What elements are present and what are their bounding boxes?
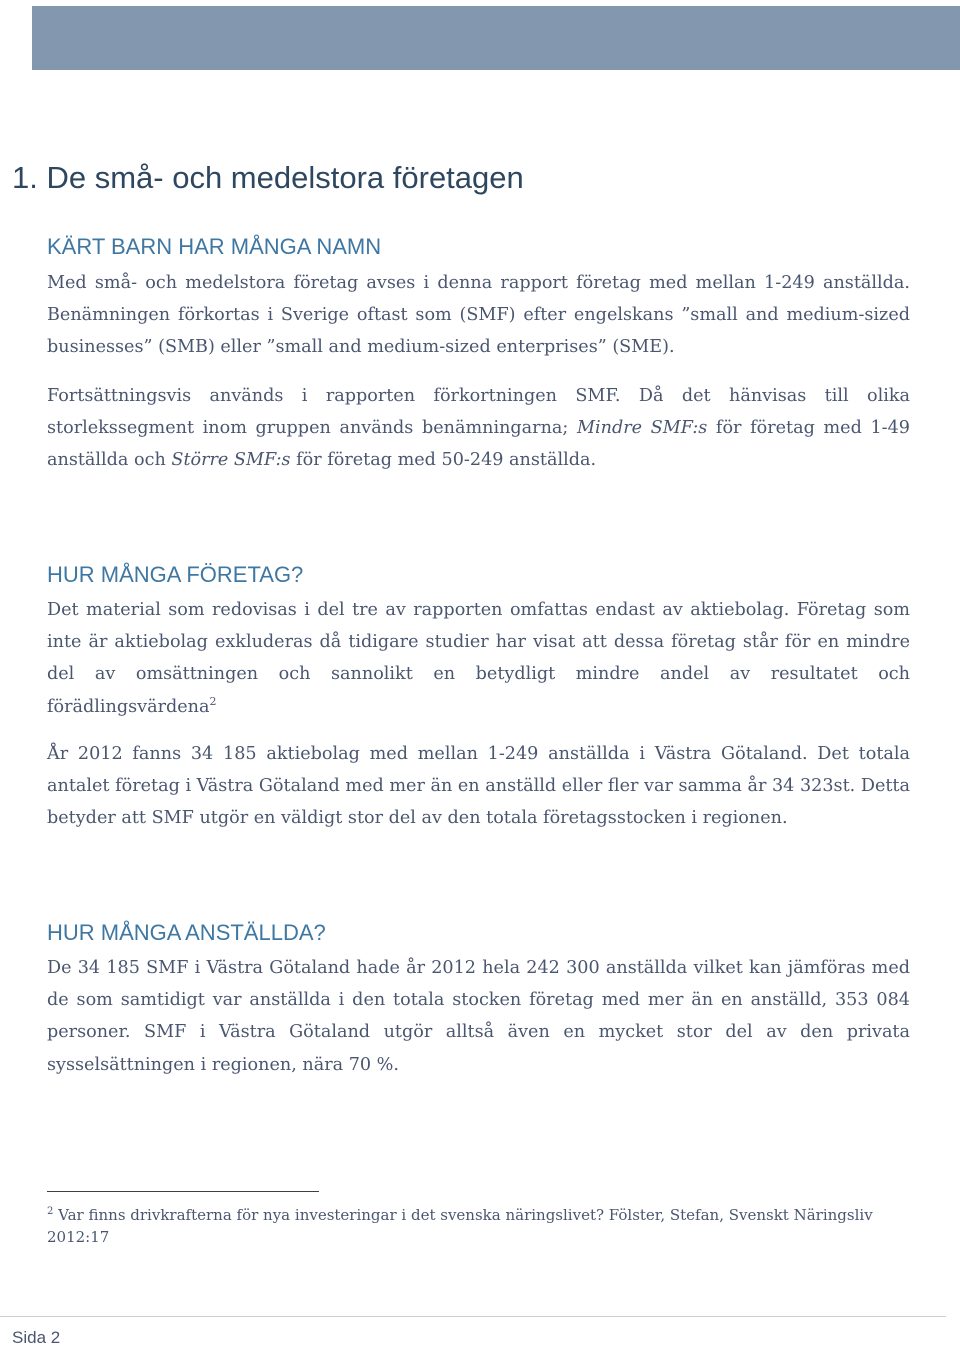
paragraph-material-text: Det material som redovisas i del tre av rapporten omfattas endast av aktiebolag. Företag som inte är aktiebolag exkluderas då tidigare studier har visat att dessa företag står för en mindre del av omsättningen och sannolikt en betydligt mindre andel av resultatet och förädlingsvärdena bbox=[47, 600, 910, 717]
paragraph-abbreviation-text-1: Fortsättningsvis används i rapporten förkortningen SMF. Då det hänvisas till olika storlekssegment inom gruppen används benämningarna; bbox=[47, 386, 910, 439]
footnote-number: 2 bbox=[47, 1206, 54, 1217]
footer-divider bbox=[0, 1316, 946, 1317]
section-heading-names: KÄRT BARN HAR MÅNGA NAMN bbox=[47, 234, 382, 259]
term-storre-smf: Större SMF:s bbox=[171, 450, 291, 471]
paragraph-abbreviation-text-2: för företag med 1-49 anställda och bbox=[47, 418, 910, 471]
chapter-title: 1. De små- och medelstora företagen bbox=[12, 160, 524, 195]
footnote-divider bbox=[47, 1191, 319, 1192]
paragraph-definition: Med små- och medelstora företag avses i denna rapport företag med mellan 1-249 anställda. Benämningen förkortas i Sverige oftast som (SMF) efter engelskans ”small and medium-sized businesses” (SMB) eller ”small and medium-sized enterprises” (SME). bbox=[47, 273, 910, 358]
page-number: Sida 2 bbox=[12, 1328, 61, 1347]
paragraph-material bbox=[47, 594, 910, 723]
footnote-text: Var finns drivkrafterna för nya investeringar i det svenska näringslivet? Fölster, Stefan, Svenskt Näringsliv 2012:17 bbox=[47, 1206, 873, 1246]
paragraph-abbreviation-text-3: för företag med 50-249 anställda. bbox=[290, 450, 597, 471]
paragraph-abbreviation bbox=[47, 380, 910, 477]
header-bar bbox=[32, 6, 960, 70]
paragraph-employees: De 34 185 SMF i Västra Götaland hade år 2012 hela 242 300 anställda vilket kan jämföras med de som samtidigt var anställda i den totala stocken företag med mer än en anställd, 353 084 personer. SMF i Västra Götaland utgör alltså även en mycket stor del av den privata sysselsättningen i regionen, nära 70 %. bbox=[47, 958, 910, 1075]
term-mindre-smf: Mindre SMF:s bbox=[576, 418, 708, 439]
footnote bbox=[47, 1204, 910, 1248]
footnote-reference[interactable]: 2 bbox=[209, 694, 217, 708]
paragraph-company-count: År 2012 fanns 34 185 aktiebolag med mellan 1-249 anställda i Västra Götaland. Det totala antalet företag i Västra Götaland med mer än en anställd eller fler var samma år 34 323st. Detta betyder att SMF utgör en väldigt stor del av den totala företagsstocken i regionen. bbox=[47, 744, 910, 829]
section-heading-companies: HUR MÅNGA FÖRETAG? bbox=[47, 562, 304, 587]
section-heading-employees: HUR MÅNGA ANSTÄLLDA? bbox=[47, 920, 326, 945]
